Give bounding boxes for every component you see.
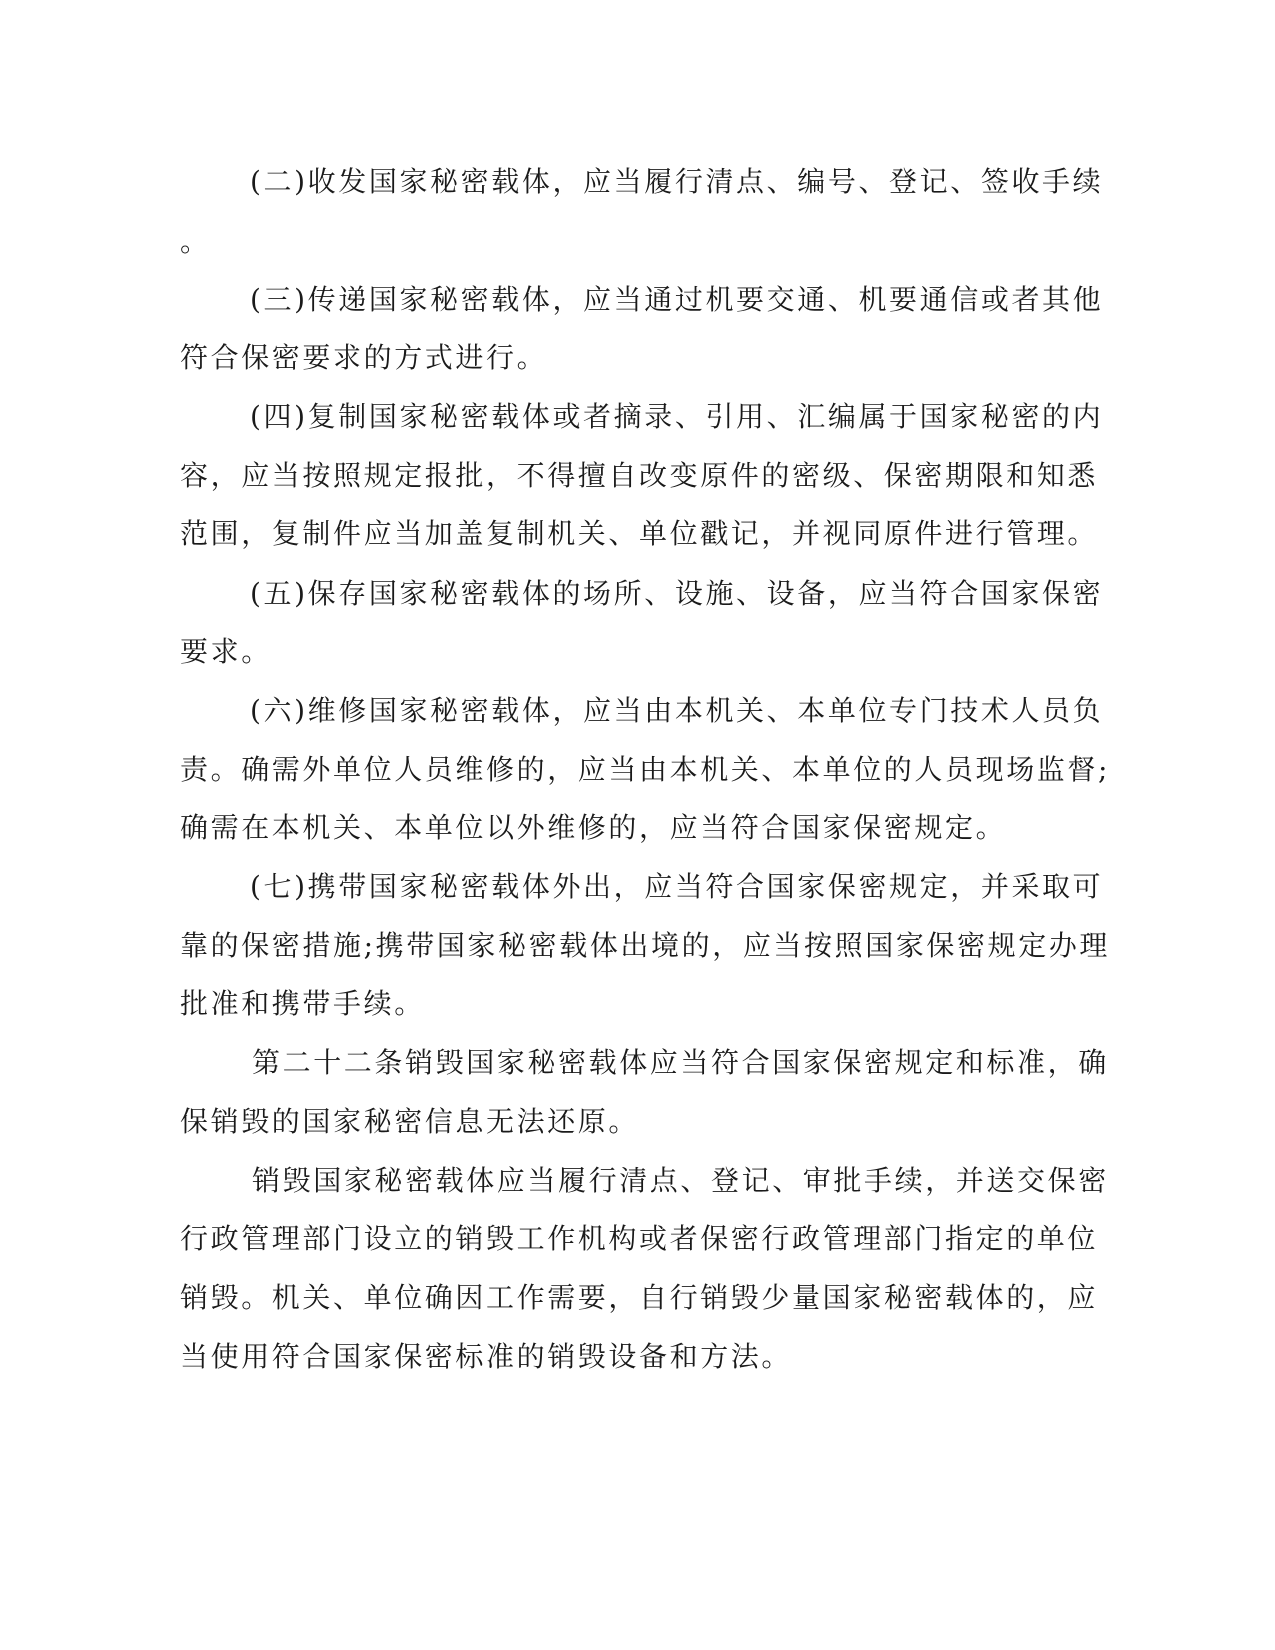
paragraph-line: (三)传递国家秘密载体，应当通过机要交通、机要通信或者其他 xyxy=(250,283,1104,316)
paragraph-line: 责。确需外单位人员维修的，应当由本机关、本单位的人员现场监督; xyxy=(180,753,1111,786)
paragraph-line: 销毁。机关、单位确因工作需要，自行销毁少量国家秘密载体的，应 xyxy=(180,1281,1099,1314)
paragraph-line: 。 xyxy=(180,225,211,258)
paragraph-line: 当使用符合国家保密标准的销毁设备和方法。 xyxy=(180,1340,793,1373)
paragraph-line: 确需在本机关、本单位以外维修的，应当符合国家保密规定。 xyxy=(180,811,1007,844)
paragraph-line: 第二十二条销毁国家秘密载体应当符合国家保密规定和标准，确 xyxy=(252,1046,1109,1079)
paragraph-line: 批准和携带手续。 xyxy=(180,987,425,1020)
paragraph-line: 要求。 xyxy=(180,635,272,668)
paragraph-line: 靠的保密措施;携带国家秘密载体出境的，应当按照国家保密规定办理 xyxy=(180,929,1111,962)
paragraph-line: (四)复制国家秘密载体或者摘录、引用、汇编属于国家秘密的内 xyxy=(250,400,1104,433)
paragraph-line: 符合保密要求的方式进行。 xyxy=(180,341,548,374)
paragraph-line: 范围，复制件应当加盖复制机关、单位戳记，并视同原件进行管理。 xyxy=(180,517,1099,550)
paragraph-line: (六)维修国家秘密载体，应当由本机关、本单位专门技术人员负 xyxy=(250,694,1104,727)
paragraph-line: 行政管理部门设立的销毁工作机构或者保密行政管理部门指定的单位 xyxy=(180,1222,1099,1255)
paragraph-line: 保销毁的国家秘密信息无法还原。 xyxy=(180,1105,640,1138)
paragraph-line: (七)携带国家秘密载体外出，应当符合国家保密规定，并采取可 xyxy=(250,870,1104,903)
paragraph-line: (五)保存国家秘密载体的场所、设施、设备，应当符合国家保密 xyxy=(250,577,1104,610)
paragraph-line: 容，应当按照规定报批，不得擅自改变原件的密级、保密期限和知悉 xyxy=(180,459,1099,492)
paragraph-line: 销毁国家秘密载体应当履行清点、登记、审批手续，并送交保密 xyxy=(252,1164,1109,1197)
paragraph-line: (二)收发国家秘密载体，应当履行清点、编号、登记、签收手续 xyxy=(250,165,1104,198)
